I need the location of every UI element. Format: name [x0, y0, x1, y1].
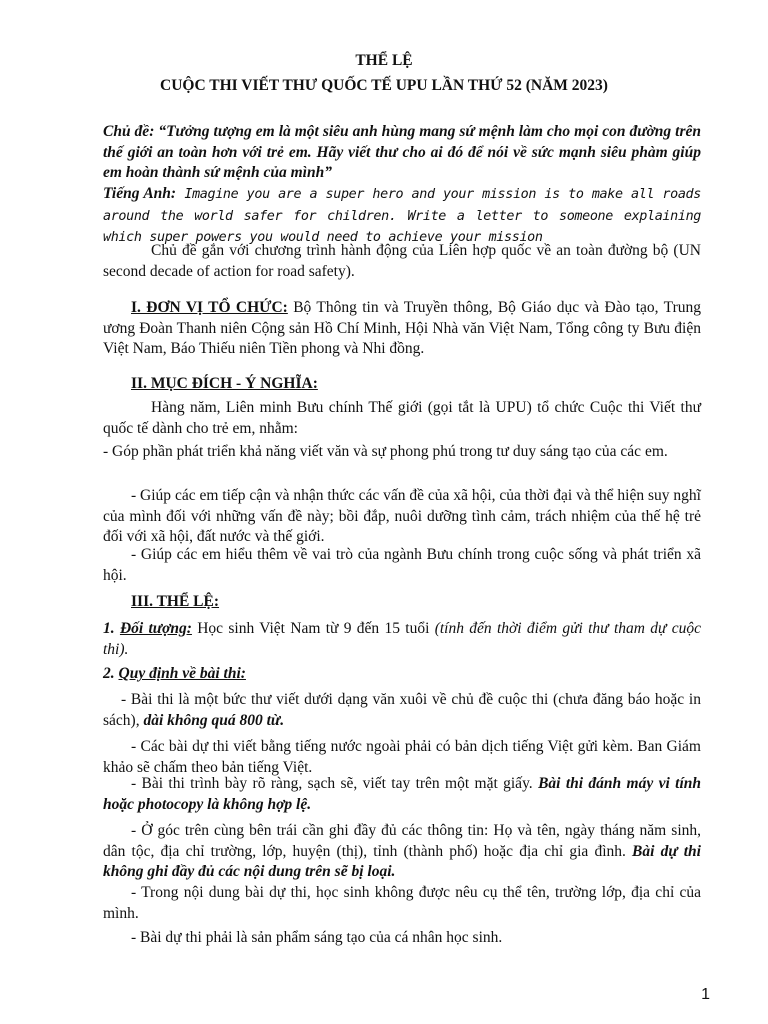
target-note: (tính đến thời điểm gửi thư tham dự cuộc thi). — [103, 620, 702, 658]
section3-heading: III. THỂ LỆ: — [131, 593, 220, 610]
document-subtitle: CUỘC THI VIẾT THƯ QUỐC TẾ UPU LẦN THỨ 52 (NĂM 2023) — [160, 77, 608, 94]
document-title: THỂ LỆ — [355, 52, 413, 69]
rule-regulations-heading: 2. Quy định về bài thi: — [103, 665, 246, 682]
section1-heading: I. ĐƠN VỊ TỔ CHỨC: — [131, 299, 288, 316]
section2-heading: II. MỤC ĐÍCH - Ý NGHĨA: — [131, 375, 318, 392]
theme-label: Chủ đề: — [103, 123, 155, 140]
english-label: Tiếng Anh: — [103, 185, 177, 202]
theme-paragraph — [103, 122, 701, 184]
rule-target-participants: 1. Đối tượng: Học sinh Việt Nam từ 9 đến 15 tuổi (tính đến thời điểm gửi thư tham dự cuộc thi). — [103, 620, 702, 658]
page-number: 1 — [701, 986, 710, 1003]
rule-3: - Bài thi trình bày rõ ràng, sạch sẽ, viết tay trên một mặt giấy. Bài thi đánh máy vi tính hoặc photocopy là không hợp lệ. — [103, 775, 701, 813]
section-organizers — [103, 298, 701, 360]
purpose-item-1: - Góp phần phát triển khả năng viết văn và sự phong phú trong tư duy sáng tạo của các em. — [103, 443, 668, 460]
section1-text: Bộ Thông tin và Truyền thông, Bộ Giáo dục và Đào tạo, Trung ương Đoàn Thanh niên Cộng sản Hồ Chí Minh, Hội Nhà văn Việt Nam, Tổng công ty Bưu điện Việt Nam, Báo Thiếu niên Tiền phong và Nhi đồng. — [103, 299, 701, 358]
section2-intro: Hàng năm, Liên minh Bưu chính Thế giới (gọi tắt là UPU) tổ chức Cuộc thi Viết thư quốc tế dành cho trẻ em, nhằm: — [103, 399, 701, 437]
purpose-item-2: - Giúp các em tiếp cận và nhận thức các vấn đề của xã hội, của thời đại và thể hiện suy nghĩ của mình đối với những vấn đề này; bồi đắp, nuôi dưỡng tình cảm, trách nhiệm của thế hệ trẻ đối với xã hội, đất nước và thế giới. — [103, 487, 701, 546]
rule-1: - Bài thi là một bức thư viết dưới dạng văn xuôi về chủ đề cuộc thi (chưa đăng báo hoặc in sách), dài không quá 800 từ. — [103, 691, 701, 729]
english-text: Imagine you are a super hero and your mission is to make all roads around the world safer for children. Write a letter to someone explaining which super powers you would need to achieve your mission — [103, 187, 701, 246]
rule-6: - Bài dự thi phải là sản phẩm sáng tạo của cá nhân học sinh. — [131, 929, 503, 946]
theme-text: “Tưởng tượng em là một siêu anh hùng mang sứ mệnh làm cho mọi con đường trên thế giới an toàn hơn với trẻ em. Hãy viết thư cho ai đó để nói về sức mạnh siêu phàm giúp em hoàn thành sứ mệnh của mình” — [103, 123, 701, 182]
rule-4: - Ở góc trên cùng bên trái cần ghi đầy đủ các thông tin: Họ và tên, ngày tháng năm sinh, dân tộc, địa chỉ trường, lớp, huyện (thị), tỉnh (thành phố) hoặc địa chỉ gia đình. Bài dự thi không ghi đầy đủ các nội dung trên sẽ bị loại. — [103, 822, 701, 881]
english-theme-paragraph — [103, 184, 701, 249]
target-label: Đối tượng: — [119, 620, 192, 637]
rule-5: - Trong nội dung bài dự thi, học sinh không được nêu cụ thể tên, trường lớp, địa chỉ của mình. — [103, 884, 701, 922]
purpose-item-3: - Giúp các em hiểu thêm về vai trò của ngành Bưu chính trong cuộc sống và phát triển xã hội. — [103, 546, 701, 584]
theme-note: Chủ đề gắn với chương trình hành động của Liên hợp quốc về an toàn đường bộ (UN second decade of action for road safety). — [103, 242, 701, 280]
rule-2: - Các bài dự thi viết bằng tiếng nước ngoài phải có bản dịch tiếng Việt gửi kèm. Ban Giám khảo sẽ chấm theo bản tiếng Việt. — [103, 738, 701, 776]
